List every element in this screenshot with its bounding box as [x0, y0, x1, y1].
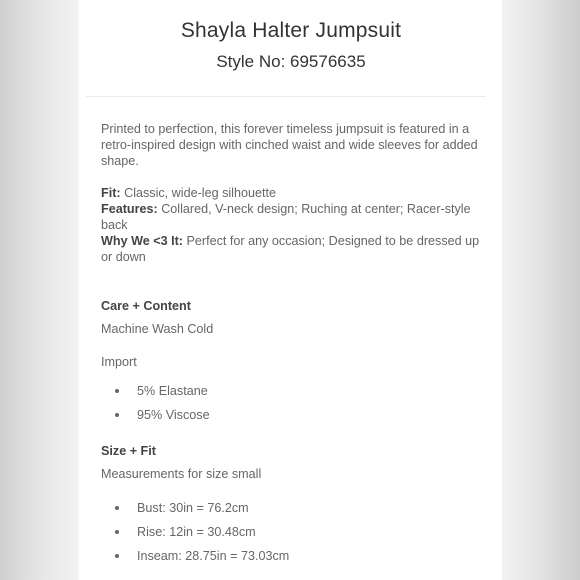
list-item: [101, 379, 482, 403]
bullet-icon: [115, 554, 119, 558]
care-origin: Import: [101, 355, 137, 369]
measurements-list: [101, 496, 482, 568]
divider: [86, 96, 486, 97]
spec-features: [101, 201, 482, 233]
spec-label: Fit:: [101, 186, 121, 200]
size-fit-heading: Size + Fit: [101, 444, 156, 458]
list-item: [101, 403, 482, 427]
materials-list: [101, 379, 482, 427]
bullet-icon: [115, 506, 119, 510]
list-item-text: 5% Elastane: [137, 384, 208, 398]
product-title: Shayla Halter Jumpsuit: [180, 19, 402, 42]
bullet-icon: [115, 389, 119, 393]
product-content: [101, 121, 482, 568]
list-item-text: 95% Viscose: [137, 408, 210, 422]
list-item-text: Bust: 30in = 76.2cm: [137, 501, 249, 515]
spec-label: Features:: [101, 202, 158, 216]
spec-value: Classic, wide-leg silhouette: [120, 186, 276, 200]
spec-value: Perfect for any occasion; Designed to be dressed up or down: [101, 234, 480, 264]
product-description: Printed to perfection, this forever timeless jumpsuit is featured in a retro-inspired design with cinched waist and wide sleeves for added shape.: [101, 122, 478, 168]
spec-list: [101, 185, 482, 265]
list-item: [101, 544, 482, 568]
product-details-panel: [80, 0, 502, 580]
list-item-text: Inseam: 28.75in = 73.03cm: [137, 549, 290, 563]
list-item-text: Rise: 12in = 30.48cm: [137, 525, 256, 539]
spec-label: Why We <3 It:: [101, 234, 183, 248]
care-wash-instructions: Machine Wash Cold: [101, 322, 214, 336]
spec-why-we-love-it: [101, 233, 482, 265]
spec-value: Collared, V-neck design; Ruching at center; Racer-style back: [101, 202, 471, 232]
bullet-icon: [115, 530, 119, 534]
spec-fit: [101, 185, 482, 201]
list-item: [101, 520, 482, 544]
care-content-heading: Care + Content: [101, 299, 191, 313]
bullet-icon: [115, 413, 119, 417]
list-item: [101, 496, 482, 520]
style-number: Style No: 69576635: [216, 52, 366, 71]
size-fit-intro: Measurements for size small: [101, 467, 262, 481]
